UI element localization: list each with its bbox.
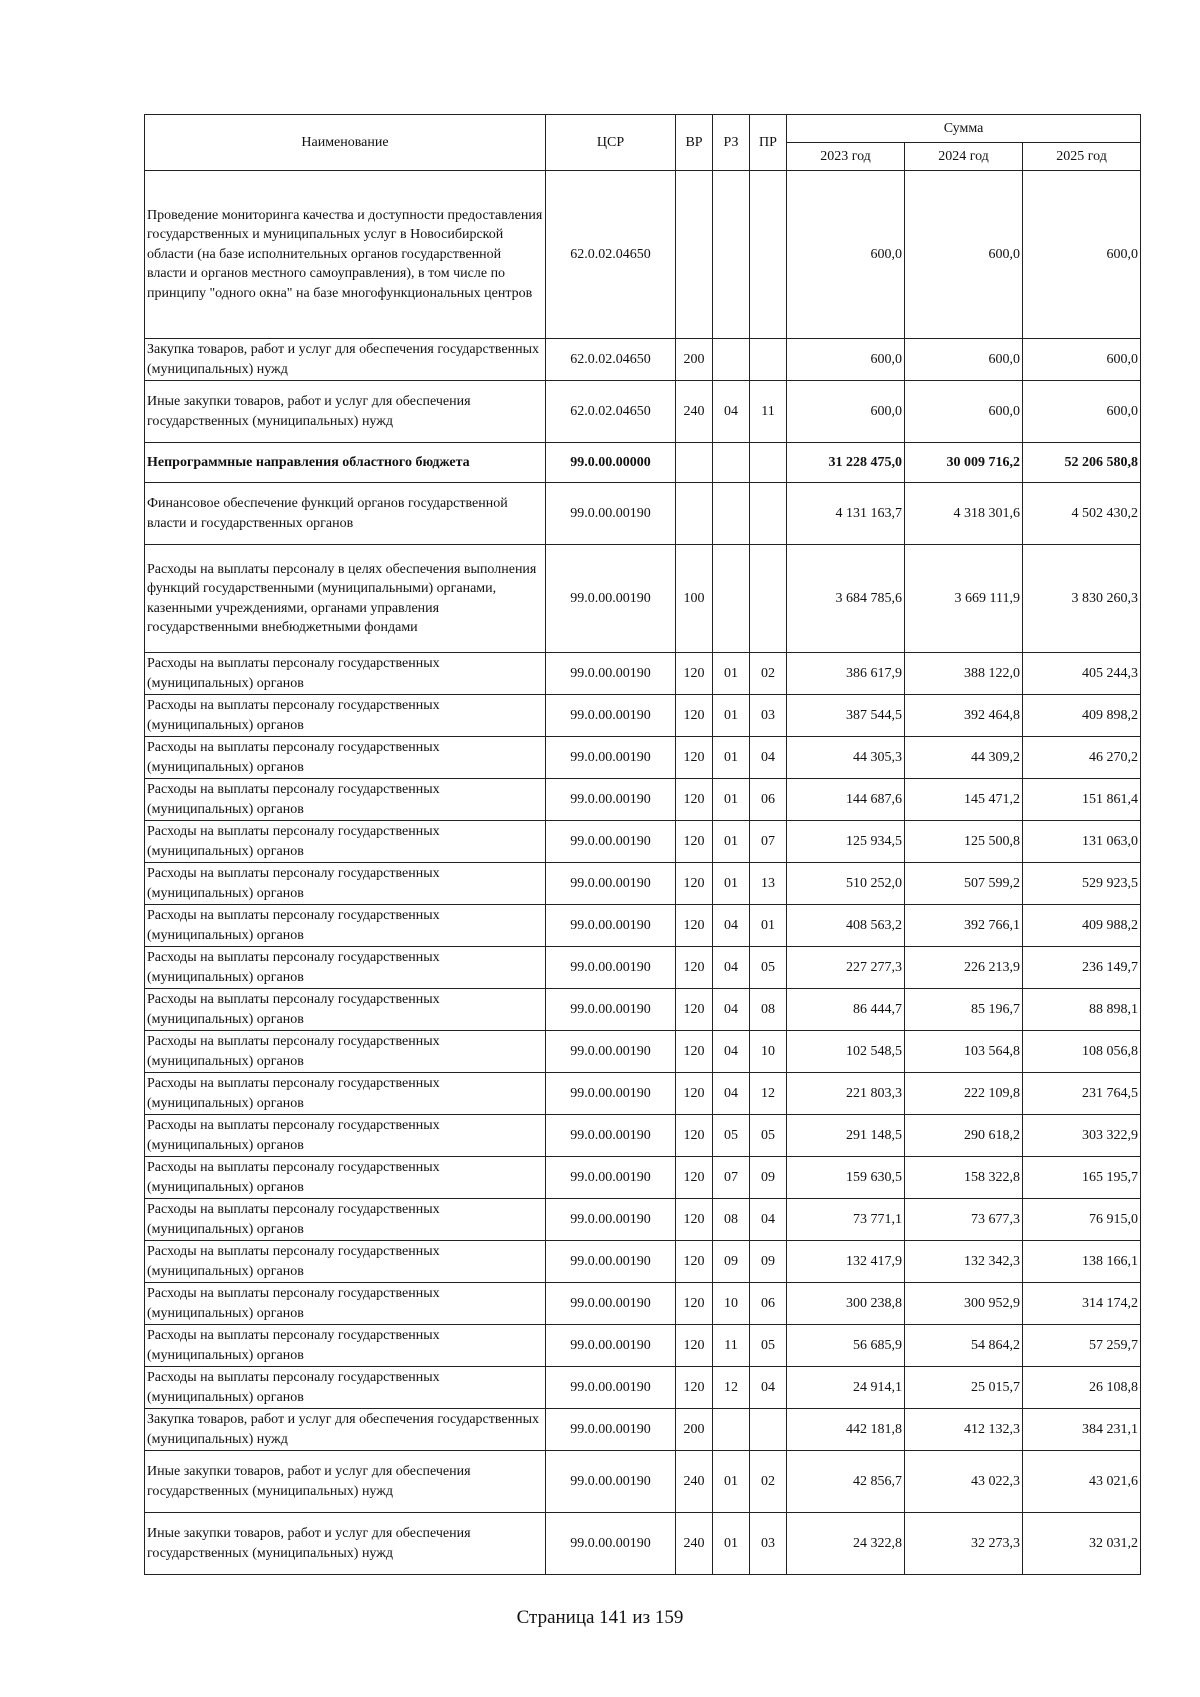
row-csr: 99.0.00.00190 <box>546 483 676 545</box>
row-csr: 99.0.00.00190 <box>546 1367 676 1409</box>
row-pr <box>750 545 787 653</box>
row-rz: 04 <box>713 1031 750 1073</box>
table-row <box>145 1451 1141 1513</box>
row-name: Проведение мониторинга качества и доступности предоставления государственных и муниципальных услуг в Новосибирской области (на базе исполнительных органов государственной власти и органов местного самоуправления), в том числе по принципу "одного окна" на базе многофункциональных центров <box>145 171 546 339</box>
row-name: Расходы на выплаты персоналу государственных (муниципальных) органов <box>145 1073 546 1115</box>
row-pr <box>750 339 787 381</box>
row-pr: 04 <box>750 737 787 779</box>
row-pr: 13 <box>750 863 787 905</box>
row-sum-2024: 54 864,2 <box>905 1325 1023 1367</box>
row-name: Расходы на выплаты персоналу государственных (муниципальных) органов <box>145 1031 546 1073</box>
table-body <box>145 171 1141 1575</box>
row-csr: 99.0.00.00190 <box>546 779 676 821</box>
row-csr: 99.0.00.00190 <box>546 821 676 863</box>
header-year-2025: 2025 год <box>1023 143 1141 171</box>
row-vr: 120 <box>676 1241 713 1283</box>
row-sum-2025: 405 244,3 <box>1023 653 1141 695</box>
row-sum-2023: 24 322,8 <box>787 1513 905 1575</box>
row-rz: 05 <box>713 1115 750 1157</box>
row-rz: 04 <box>713 905 750 947</box>
row-name: Расходы на выплаты персоналу государственных (муниципальных) органов <box>145 1241 546 1283</box>
row-sum-2023: 56 685,9 <box>787 1325 905 1367</box>
row-pr: 04 <box>750 1199 787 1241</box>
row-pr: 11 <box>750 381 787 443</box>
row-sum-2024: 73 677,3 <box>905 1199 1023 1241</box>
row-vr <box>676 483 713 545</box>
row-vr: 120 <box>676 1199 713 1241</box>
header-year-2023: 2023 год <box>787 143 905 171</box>
row-csr: 99.0.00.00190 <box>546 1241 676 1283</box>
row-csr: 99.0.00.00190 <box>546 863 676 905</box>
header-name: Наименование <box>145 115 546 171</box>
row-sum-2024: 30 009 716,2 <box>905 443 1023 483</box>
row-sum-2025: 88 898,1 <box>1023 989 1141 1031</box>
row-sum-2023: 510 252,0 <box>787 863 905 905</box>
row-sum-2023: 4 131 163,7 <box>787 483 905 545</box>
row-sum-2025: 600,0 <box>1023 171 1141 339</box>
table-row <box>145 545 1141 653</box>
row-pr: 06 <box>750 779 787 821</box>
row-sum-2024: 132 342,3 <box>905 1241 1023 1283</box>
row-sum-2025: 26 108,8 <box>1023 1367 1141 1409</box>
table-row <box>145 1115 1141 1157</box>
row-rz: 09 <box>713 1241 750 1283</box>
row-csr: 62.0.02.04650 <box>546 381 676 443</box>
row-sum-2024: 392 766,1 <box>905 905 1023 947</box>
row-rz: 01 <box>713 737 750 779</box>
row-sum-2024: 103 564,8 <box>905 1031 1023 1073</box>
row-sum-2023: 442 181,8 <box>787 1409 905 1451</box>
row-rz: 07 <box>713 1157 750 1199</box>
row-sum-2023: 600,0 <box>787 381 905 443</box>
row-sum-2024: 392 464,8 <box>905 695 1023 737</box>
row-sum-2023: 44 305,3 <box>787 737 905 779</box>
row-name: Закупка товаров, работ и услуг для обеспечения государственных (муниципальных) нужд <box>145 339 546 381</box>
row-sum-2023: 3 684 785,6 <box>787 545 905 653</box>
row-rz <box>713 1409 750 1451</box>
row-sum-2023: 221 803,3 <box>787 1073 905 1115</box>
row-pr: 06 <box>750 1283 787 1325</box>
row-rz: 01 <box>713 1513 750 1575</box>
row-sum-2024: 388 122,0 <box>905 653 1023 695</box>
row-name: Финансовое обеспечение функций органов государственной власти и государственных органов <box>145 483 546 545</box>
row-vr <box>676 171 713 339</box>
table-row <box>145 905 1141 947</box>
table-row <box>145 1409 1141 1451</box>
row-vr: 120 <box>676 1073 713 1115</box>
row-name: Расходы на выплаты персоналу государственных (муниципальных) органов <box>145 905 546 947</box>
row-sum-2025: 3 830 260,3 <box>1023 545 1141 653</box>
row-sum-2025: 409 988,2 <box>1023 905 1141 947</box>
table-row <box>145 1031 1141 1073</box>
row-pr: 03 <box>750 1513 787 1575</box>
table-row <box>145 171 1141 339</box>
table-row <box>145 821 1141 863</box>
row-name: Расходы на выплаты персоналу государственных (муниципальных) органов <box>145 779 546 821</box>
header-sum: Сумма <box>787 115 1141 143</box>
row-csr: 99.0.00.00190 <box>546 1451 676 1513</box>
row-sum-2023: 227 277,3 <box>787 947 905 989</box>
row-sum-2025: 57 259,7 <box>1023 1325 1141 1367</box>
row-sum-2023: 159 630,5 <box>787 1157 905 1199</box>
table-row <box>145 381 1141 443</box>
row-vr: 120 <box>676 947 713 989</box>
table-row <box>145 1325 1141 1367</box>
table-row <box>145 1199 1141 1241</box>
header-year-2024: 2024 год <box>905 143 1023 171</box>
row-sum-2023: 387 544,5 <box>787 695 905 737</box>
row-name: Закупка товаров, работ и услуг для обеспечения государственных (муниципальных) нужд <box>145 1409 546 1451</box>
table-row <box>145 1367 1141 1409</box>
row-sum-2024: 226 213,9 <box>905 947 1023 989</box>
row-sum-2023: 291 148,5 <box>787 1115 905 1157</box>
row-vr: 240 <box>676 381 713 443</box>
row-sum-2023: 600,0 <box>787 339 905 381</box>
row-rz <box>713 339 750 381</box>
row-pr: 09 <box>750 1241 787 1283</box>
row-sum-2025: 151 861,4 <box>1023 779 1141 821</box>
row-csr: 99.0.00.00190 <box>546 1157 676 1199</box>
row-name: Расходы на выплаты персоналу государственных (муниципальных) органов <box>145 1157 546 1199</box>
row-csr: 99.0.00.00190 <box>546 653 676 695</box>
table-header <box>145 115 1141 171</box>
row-sum-2024: 290 618,2 <box>905 1115 1023 1157</box>
row-rz: 01 <box>713 821 750 863</box>
row-sum-2025: 32 031,2 <box>1023 1513 1141 1575</box>
row-vr: 200 <box>676 339 713 381</box>
row-name: Непрограммные направления областного бюджета <box>145 443 546 483</box>
row-name: Расходы на выплаты персоналу государственных (муниципальных) органов <box>145 1325 546 1367</box>
table-row <box>145 443 1141 483</box>
row-rz: 11 <box>713 1325 750 1367</box>
row-sum-2025: 46 270,2 <box>1023 737 1141 779</box>
row-sum-2024: 600,0 <box>905 381 1023 443</box>
table-row <box>145 1283 1141 1325</box>
row-name: Расходы на выплаты персоналу государственных (муниципальных) органов <box>145 737 546 779</box>
row-rz: 12 <box>713 1367 750 1409</box>
row-rz <box>713 171 750 339</box>
header-vr: ВР <box>676 115 713 171</box>
table-row <box>145 653 1141 695</box>
header-pr: ПР <box>750 115 787 171</box>
row-pr: 07 <box>750 821 787 863</box>
row-rz: 01 <box>713 779 750 821</box>
table-row <box>145 947 1141 989</box>
row-vr: 120 <box>676 1115 713 1157</box>
row-sum-2025: 529 923,5 <box>1023 863 1141 905</box>
row-rz: 10 <box>713 1283 750 1325</box>
row-sum-2024: 507 599,2 <box>905 863 1023 905</box>
row-sum-2025: 108 056,8 <box>1023 1031 1141 1073</box>
row-sum-2024: 25 015,7 <box>905 1367 1023 1409</box>
row-vr <box>676 443 713 483</box>
row-sum-2023: 125 934,5 <box>787 821 905 863</box>
row-csr: 99.0.00.00190 <box>546 905 676 947</box>
row-sum-2023: 132 417,9 <box>787 1241 905 1283</box>
row-pr: 02 <box>750 653 787 695</box>
table-row <box>145 737 1141 779</box>
row-sum-2025: 138 166,1 <box>1023 1241 1141 1283</box>
row-rz <box>713 483 750 545</box>
row-sum-2023: 408 563,2 <box>787 905 905 947</box>
row-name: Расходы на выплаты персоналу государственных (муниципальных) органов <box>145 653 546 695</box>
table-row <box>145 863 1141 905</box>
page-number: Страница 141 из 159 <box>516 1607 684 1628</box>
row-name: Расходы на выплаты персоналу государственных (муниципальных) органов <box>145 1199 546 1241</box>
row-vr: 120 <box>676 779 713 821</box>
row-vr: 120 <box>676 989 713 1031</box>
row-sum-2025: 236 149,7 <box>1023 947 1141 989</box>
row-sum-2024: 43 022,3 <box>905 1451 1023 1513</box>
row-sum-2025: 4 502 430,2 <box>1023 483 1141 545</box>
table-row <box>145 1241 1141 1283</box>
row-vr: 120 <box>676 1325 713 1367</box>
row-sum-2023: 300 238,8 <box>787 1283 905 1325</box>
row-csr: 99.0.00.00190 <box>546 989 676 1031</box>
row-sum-2025: 76 915,0 <box>1023 1199 1141 1241</box>
row-sum-2023: 102 548,5 <box>787 1031 905 1073</box>
row-sum-2025: 384 231,1 <box>1023 1409 1141 1451</box>
row-sum-2025: 231 764,5 <box>1023 1073 1141 1115</box>
row-pr: 10 <box>750 1031 787 1073</box>
row-name: Расходы на выплаты персоналу в целях обеспечения выполнения функций государственными (муниципальными) органами, казенными учреждениями, органами управления государственными внебюджетными фондами <box>145 545 546 653</box>
row-sum-2025: 303 322,9 <box>1023 1115 1141 1157</box>
table-row <box>145 339 1141 381</box>
row-vr: 100 <box>676 545 713 653</box>
row-vr: 200 <box>676 1409 713 1451</box>
row-rz: 04 <box>713 947 750 989</box>
table-row <box>145 1157 1141 1199</box>
row-pr: 05 <box>750 1115 787 1157</box>
header-rz: РЗ <box>713 115 750 171</box>
row-rz: 01 <box>713 863 750 905</box>
row-csr: 99.0.00.00190 <box>546 1199 676 1241</box>
row-vr: 120 <box>676 1157 713 1199</box>
row-sum-2024: 44 309,2 <box>905 737 1023 779</box>
row-csr: 62.0.02.04650 <box>546 171 676 339</box>
row-sum-2023: 386 617,9 <box>787 653 905 695</box>
row-csr: 62.0.02.04650 <box>546 339 676 381</box>
row-csr: 99.0.00.00190 <box>546 947 676 989</box>
row-csr: 99.0.00.00190 <box>546 1325 676 1367</box>
row-vr: 120 <box>676 695 713 737</box>
row-sum-2023: 144 687,6 <box>787 779 905 821</box>
row-name: Расходы на выплаты персоналу государственных (муниципальных) органов <box>145 821 546 863</box>
row-name: Расходы на выплаты персоналу государственных (муниципальных) органов <box>145 947 546 989</box>
row-csr: 99.0.00.00000 <box>546 443 676 483</box>
row-rz: 08 <box>713 1199 750 1241</box>
row-name: Иные закупки товаров, работ и услуг для обеспечения государственных (муниципальных) нужд <box>145 1513 546 1575</box>
row-sum-2024: 32 273,3 <box>905 1513 1023 1575</box>
row-sum-2023: 31 228 475,0 <box>787 443 905 483</box>
row-pr: 05 <box>750 1325 787 1367</box>
row-sum-2025: 600,0 <box>1023 381 1141 443</box>
row-vr: 120 <box>676 653 713 695</box>
row-rz: 01 <box>713 653 750 695</box>
row-sum-2025: 600,0 <box>1023 339 1141 381</box>
row-sum-2025: 43 021,6 <box>1023 1451 1141 1513</box>
row-vr: 120 <box>676 737 713 779</box>
row-sum-2024: 145 471,2 <box>905 779 1023 821</box>
row-rz <box>713 443 750 483</box>
row-sum-2025: 409 898,2 <box>1023 695 1141 737</box>
row-sum-2024: 412 132,3 <box>905 1409 1023 1451</box>
row-pr <box>750 1409 787 1451</box>
row-sum-2023: 600,0 <box>787 171 905 339</box>
row-vr: 240 <box>676 1513 713 1575</box>
row-sum-2023: 42 856,7 <box>787 1451 905 1513</box>
table-row <box>145 779 1141 821</box>
row-rz: 04 <box>713 989 750 1031</box>
row-pr: 04 <box>750 1367 787 1409</box>
row-pr <box>750 171 787 339</box>
row-sum-2024: 85 196,7 <box>905 989 1023 1031</box>
header-csr: ЦСР <box>546 115 676 171</box>
row-csr: 99.0.00.00190 <box>546 1073 676 1115</box>
row-sum-2024: 4 318 301,6 <box>905 483 1023 545</box>
table-row <box>145 1073 1141 1115</box>
row-pr: 02 <box>750 1451 787 1513</box>
row-csr: 99.0.00.00190 <box>546 1513 676 1575</box>
row-pr: 05 <box>750 947 787 989</box>
row-sum-2024: 125 500,8 <box>905 821 1023 863</box>
row-sum-2023: 86 444,7 <box>787 989 905 1031</box>
row-csr: 99.0.00.00190 <box>546 1409 676 1451</box>
row-sum-2025: 52 206 580,8 <box>1023 443 1141 483</box>
row-name: Расходы на выплаты персоналу государственных (муниципальных) органов <box>145 1367 546 1409</box>
row-sum-2023: 24 914,1 <box>787 1367 905 1409</box>
row-pr: 03 <box>750 695 787 737</box>
row-sum-2024: 3 669 111,9 <box>905 545 1023 653</box>
row-rz: 01 <box>713 695 750 737</box>
row-csr: 99.0.00.00190 <box>546 1031 676 1073</box>
row-vr: 240 <box>676 1451 713 1513</box>
row-sum-2024: 600,0 <box>905 171 1023 339</box>
row-vr: 120 <box>676 1283 713 1325</box>
row-rz: 01 <box>713 1451 750 1513</box>
row-name: Иные закупки товаров, работ и услуг для обеспечения государственных (муниципальных) нужд <box>145 1451 546 1513</box>
row-sum-2025: 165 195,7 <box>1023 1157 1141 1199</box>
row-vr: 120 <box>676 863 713 905</box>
row-csr: 99.0.00.00190 <box>546 1115 676 1157</box>
row-sum-2024: 300 952,9 <box>905 1283 1023 1325</box>
row-pr: 01 <box>750 905 787 947</box>
table-row <box>145 1513 1141 1575</box>
row-csr: 99.0.00.00190 <box>546 545 676 653</box>
row-pr: 08 <box>750 989 787 1031</box>
row-name: Иные закупки товаров, работ и услуг для обеспечения государственных (муниципальных) нужд <box>145 381 546 443</box>
row-name: Расходы на выплаты персоналу государственных (муниципальных) органов <box>145 1283 546 1325</box>
row-rz <box>713 545 750 653</box>
row-csr: 99.0.00.00190 <box>546 695 676 737</box>
row-sum-2024: 600,0 <box>905 339 1023 381</box>
row-vr: 120 <box>676 1031 713 1073</box>
row-rz: 04 <box>713 1073 750 1115</box>
row-sum-2025: 314 174,2 <box>1023 1283 1141 1325</box>
table-row <box>145 483 1141 545</box>
row-sum-2025: 131 063,0 <box>1023 821 1141 863</box>
row-vr: 120 <box>676 905 713 947</box>
row-name: Расходы на выплаты персоналу государственных (муниципальных) органов <box>145 863 546 905</box>
row-vr: 120 <box>676 821 713 863</box>
row-csr: 99.0.00.00190 <box>546 1283 676 1325</box>
table-row <box>145 989 1141 1031</box>
row-name: Расходы на выплаты персоналу государственных (муниципальных) органов <box>145 989 546 1031</box>
row-vr: 120 <box>676 1367 713 1409</box>
row-name: Расходы на выплаты персоналу государственных (муниципальных) органов <box>145 1115 546 1157</box>
row-name: Расходы на выплаты персоналу государственных (муниципальных) органов <box>145 695 546 737</box>
row-sum-2023: 73 771,1 <box>787 1199 905 1241</box>
row-pr <box>750 483 787 545</box>
row-sum-2024: 158 322,8 <box>905 1157 1023 1199</box>
row-sum-2024: 222 109,8 <box>905 1073 1023 1115</box>
row-pr: 09 <box>750 1157 787 1199</box>
table-row <box>145 695 1141 737</box>
row-rz: 04 <box>713 381 750 443</box>
row-csr: 99.0.00.00190 <box>546 737 676 779</box>
row-pr <box>750 443 787 483</box>
row-pr: 12 <box>750 1073 787 1115</box>
budget-table <box>144 114 1141 1575</box>
